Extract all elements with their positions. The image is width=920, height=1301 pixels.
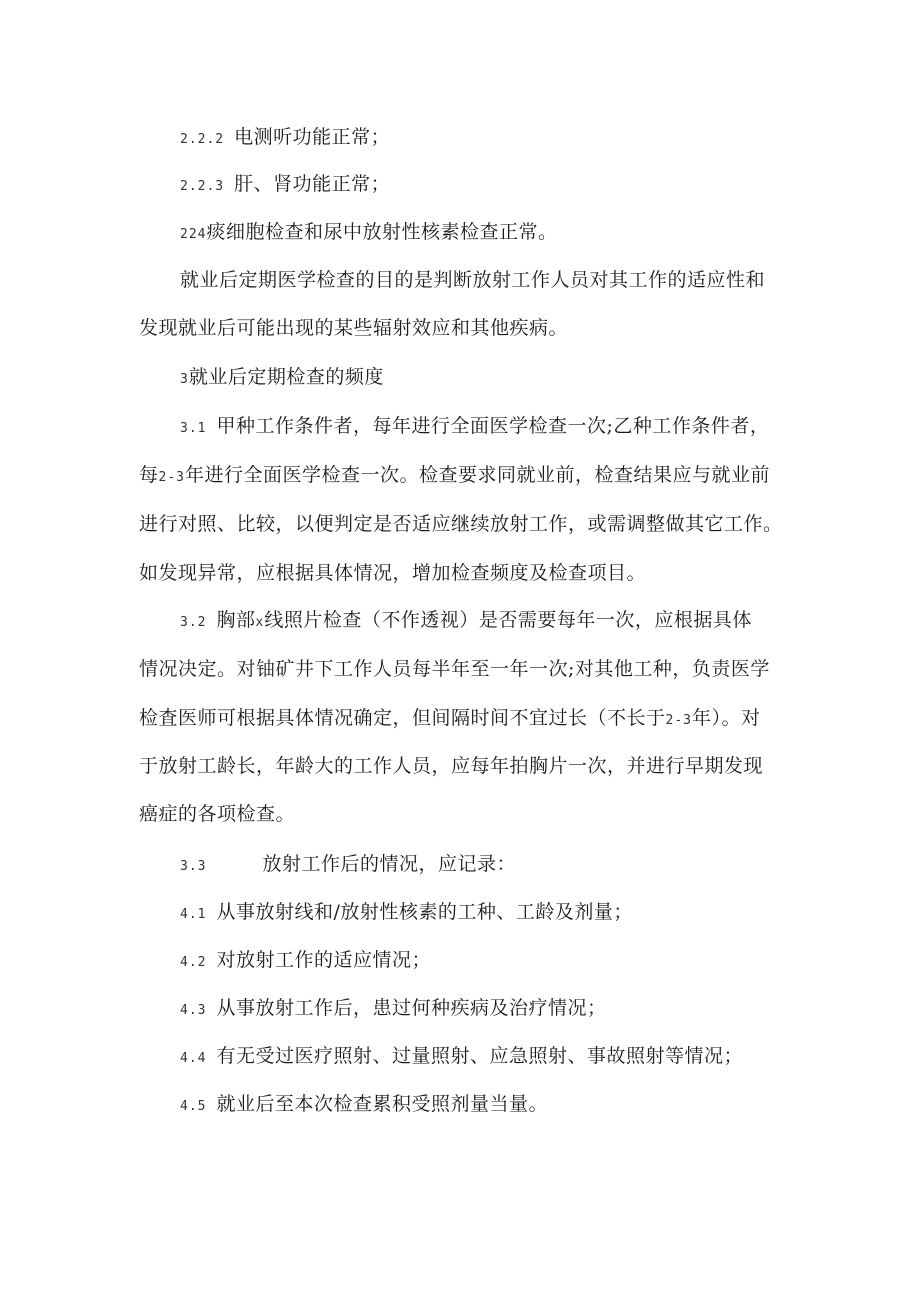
text-fragment: 年）。对 [692, 707, 761, 729]
item-number: 4.1 [180, 907, 207, 922]
text-fragment: 线照片检查（不作透视）是否需要每年一次，应根据具体 [264, 609, 752, 631]
item-4-4 [180, 1042, 743, 1073]
item-4-2 [180, 946, 431, 977]
item-text: 从事放射工作后，患过何种疾病及治疗情况； [216, 997, 607, 1019]
item-number: 224 [180, 227, 207, 242]
item-number: 3.3 [180, 859, 207, 874]
item-3-1-line-3: 进行对照、比较，以便判定是否适应继续放射工作，或需调整做其它工作。 [139, 513, 783, 535]
paragraph-purpose-line-1: 就业后定期医学检查的目的是判断放射工作人员对其工作的适应性和 [180, 269, 766, 291]
text-fragment: 检査医师可根据具体情况确定，但间隔时间不宜过长（不长于 [139, 707, 666, 729]
item-text: 放射工作后的情况，应记录： [262, 853, 516, 875]
item-number: 4.4 [180, 1051, 207, 1066]
item-number: 4.5 [180, 1099, 207, 1114]
item-text: 对放射工作的适应情况； [216, 949, 431, 971]
inline-number: 2-3 [665, 713, 692, 728]
item-4-5 [180, 1090, 548, 1121]
item-text: 肝、肾功能正常； [234, 173, 391, 195]
item-number: 4.2 [180, 955, 207, 970]
item-text: 甲种工作条件者，每年进行全面医学检查一次;乙种工作条件者， [216, 415, 770, 437]
item-number: 4.3 [180, 1003, 207, 1018]
section-number: 3 [180, 372, 189, 387]
item-text: 就业后至本次检查累积受照剂量当量。 [216, 1093, 548, 1115]
inline-letter: x [255, 615, 265, 630]
item-3-1-line-2 [139, 461, 770, 492]
item-3-2-line-3 [139, 704, 761, 735]
item-2-2-4 [180, 218, 558, 249]
text-fragment: 年进行全面医学检查一次。检查要求同就业前，检查结果应与就业前 [185, 464, 771, 486]
item-text: 电测听功能正常； [234, 126, 391, 148]
item-text: 从事放射线和/放射性核素的工种、工龄及剂量； [216, 901, 633, 923]
item-2-2-2 [180, 123, 390, 154]
item-text: 痰细胞检查和尿中放射性核素检查正常。 [206, 221, 558, 243]
section-title: 就业后定期检查的频度 [188, 366, 384, 388]
item-4-3 [180, 994, 607, 1025]
section-3-heading [180, 363, 384, 394]
text-fragment: 胸部 [216, 609, 256, 631]
item-3-1-line-4: 如发现异常，应根据具体情况，增加检查频度及检查项目。 [139, 562, 647, 584]
item-number: 2.2.2 [180, 132, 225, 147]
item-4-1 [180, 898, 633, 929]
item-3-2-line-4: 于放射工龄长，年龄大的工作人员，应每年拍胸片一次，并进行早期发现 [139, 755, 764, 777]
item-3-1-line-1 [180, 412, 769, 443]
item-number: 3.2 [180, 615, 207, 630]
item-3-2-line-1 [180, 606, 752, 637]
item-3-2-line-5: 癌症的各项检查。 [139, 803, 296, 825]
item-3-2-line-2: 情况决定。对铀矿井下工作人员每半年至一年一次;对其他工种，负责医学 [139, 658, 770, 680]
item-text: 有无受过医疗照射、过量照射、应急照射、事故照射等情况； [216, 1045, 743, 1067]
paragraph-purpose-line-2: 发现就业后可能出现的某些辐射效应和其他疾病。 [139, 317, 569, 339]
text-fragment: 每 [139, 464, 159, 486]
inline-number: 2-3 [158, 470, 185, 485]
item-3-3 [180, 850, 516, 881]
item-2-2-3 [180, 170, 390, 201]
item-number: 2.2.3 [180, 179, 225, 194]
item-number: 3.1 [180, 421, 207, 436]
